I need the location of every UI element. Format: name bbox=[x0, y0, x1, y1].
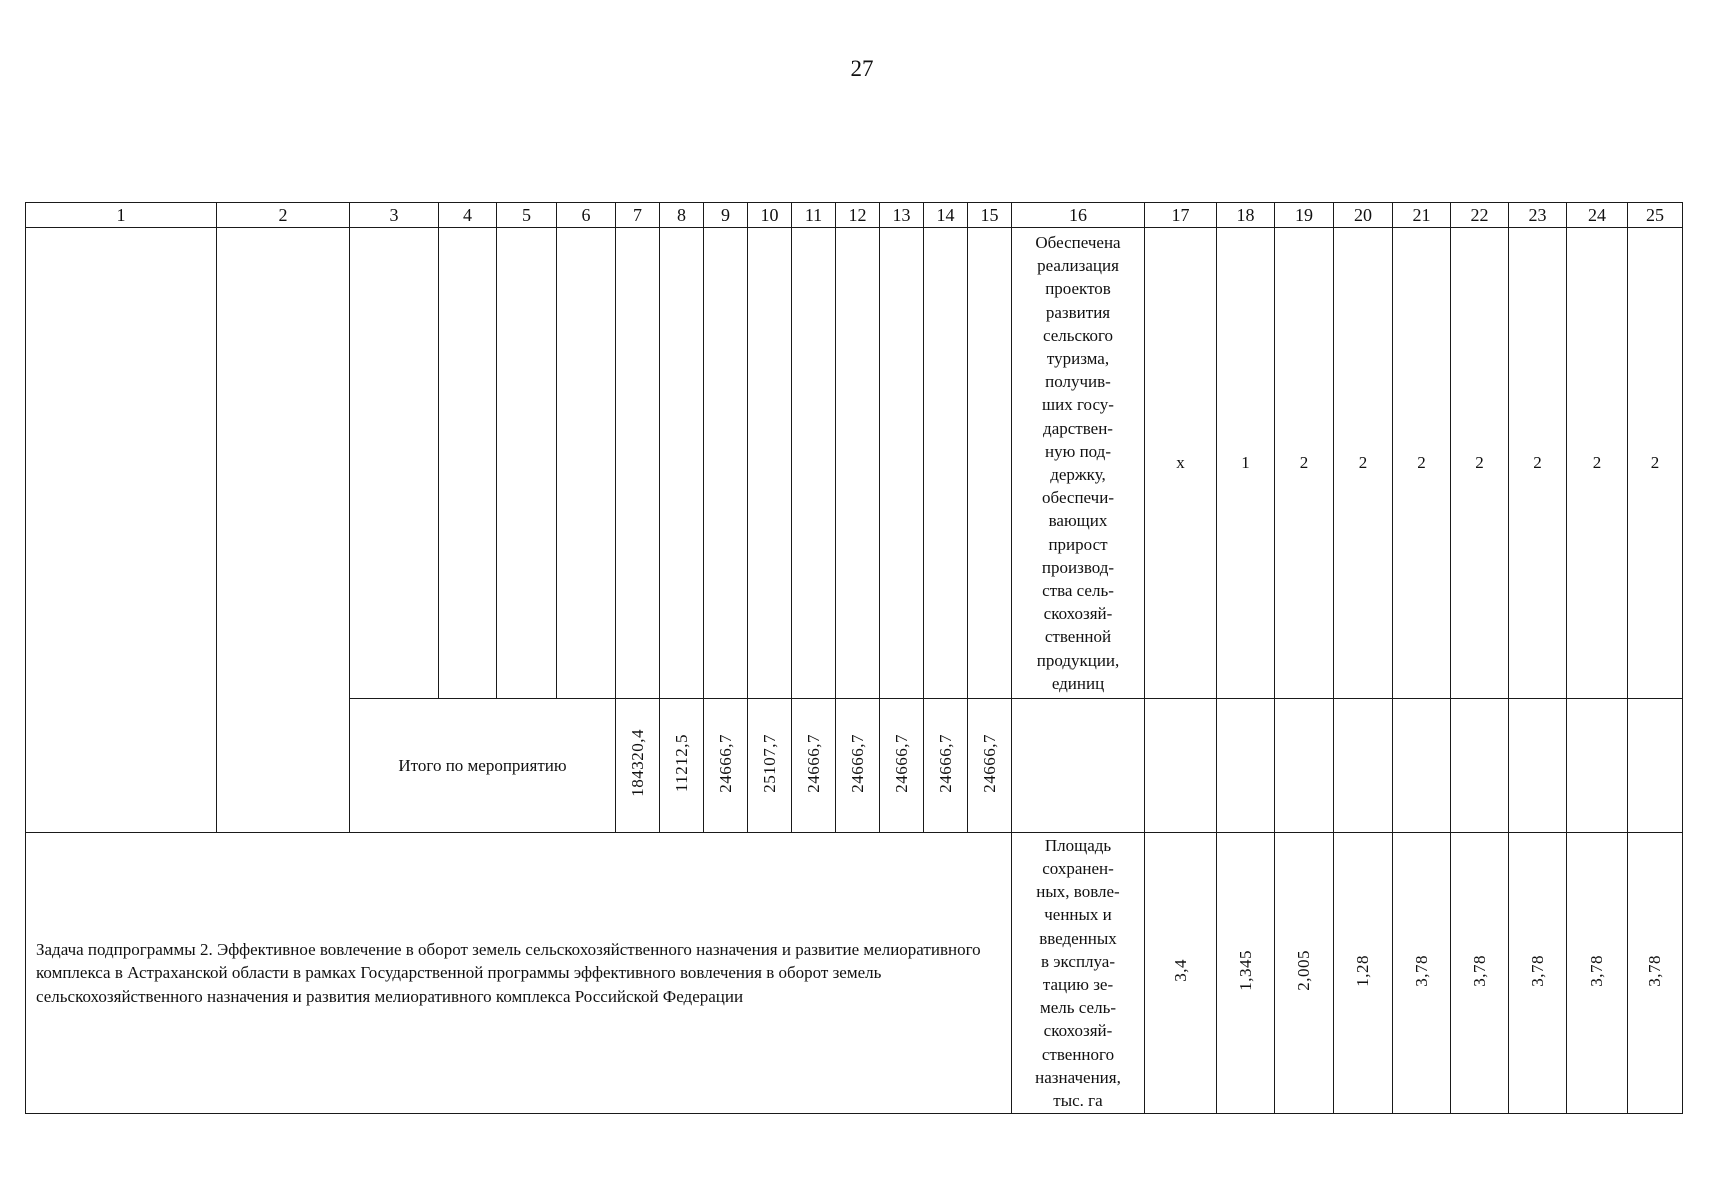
indicator-line: развития bbox=[1045, 302, 1111, 322]
empty-cell bbox=[26, 228, 217, 833]
column-number: 24 bbox=[1567, 203, 1628, 228]
total-value-cell bbox=[968, 699, 1012, 833]
page-number: 27 bbox=[850, 56, 874, 81]
total-value: 184320,4 bbox=[627, 729, 647, 797]
total-value: 24666,7 bbox=[847, 733, 867, 793]
empty-cell bbox=[924, 228, 968, 699]
column-number: 14 bbox=[924, 203, 968, 228]
indicator-value-cell bbox=[1145, 833, 1217, 1114]
indicator-value: 3,78 bbox=[1469, 954, 1489, 987]
total-value-cell bbox=[924, 699, 968, 833]
empty-cell bbox=[704, 228, 748, 699]
column-number: 7 bbox=[616, 203, 660, 228]
indicator-line: ших госу- bbox=[1042, 395, 1114, 415]
column-number: 15 bbox=[968, 203, 1012, 228]
indicator-line: мель сель- bbox=[1040, 998, 1116, 1018]
total-value-cell bbox=[836, 699, 880, 833]
empty-cell bbox=[1217, 699, 1275, 833]
indicator-line: скохозяй- bbox=[1043, 604, 1113, 624]
indicator-line: проектов bbox=[1045, 279, 1111, 299]
column-number: 17 bbox=[1145, 203, 1217, 228]
indicator-line: ственной bbox=[1044, 627, 1112, 647]
column-number: 10 bbox=[748, 203, 792, 228]
indicator-value: 2,005 bbox=[1294, 950, 1313, 991]
indicator-value: 2 bbox=[1451, 228, 1509, 699]
column-number: 21 bbox=[1393, 203, 1451, 228]
total-value-cell bbox=[748, 699, 792, 833]
column-number: 8 bbox=[660, 203, 704, 228]
indicator-value-cell bbox=[1393, 833, 1451, 1114]
total-value-cell bbox=[704, 699, 748, 833]
indicator-line: обеспечи- bbox=[1042, 488, 1114, 508]
indicator-value: 3,4 bbox=[1170, 959, 1190, 982]
indicator-value-cell bbox=[1275, 833, 1334, 1114]
total-value: 24666,7 bbox=[935, 733, 955, 793]
indicator-line: вающих bbox=[1048, 511, 1108, 531]
indicator-line: ную под- bbox=[1045, 441, 1111, 461]
indicator-line: ственного bbox=[1041, 1044, 1115, 1064]
indicator-value-cell bbox=[1628, 833, 1683, 1114]
empty-cell bbox=[217, 228, 350, 833]
indicator-line: Обеспечена bbox=[1035, 232, 1121, 252]
indicator-value: 1,345 bbox=[1235, 950, 1255, 991]
indicator-value-cell bbox=[1217, 833, 1275, 1114]
total-value: 11212,5 bbox=[671, 733, 691, 793]
indicator-value: 1,28 bbox=[1353, 954, 1372, 987]
land-indicator-description bbox=[1012, 833, 1145, 1114]
empty-cell bbox=[836, 228, 880, 699]
empty-cell bbox=[880, 228, 924, 699]
indicator-line: держку, bbox=[1050, 465, 1106, 484]
indicator-line: введенных bbox=[1039, 928, 1117, 948]
indicator-line: продукции, bbox=[1036, 650, 1120, 670]
indicator-line: производ- bbox=[1041, 557, 1115, 577]
indicator-value: 3,78 bbox=[1411, 954, 1431, 987]
empty-cell bbox=[616, 228, 660, 699]
indicator-line: единиц bbox=[1051, 673, 1105, 693]
indicator-value: 2 bbox=[1275, 228, 1334, 699]
empty-cell bbox=[350, 228, 439, 699]
indicator-line: скохозяй- bbox=[1043, 1021, 1113, 1041]
empty-cell bbox=[1393, 699, 1451, 833]
empty-cell bbox=[1334, 699, 1393, 833]
indicator-value: 2 bbox=[1567, 228, 1628, 699]
indicator-line: ства сель- bbox=[1042, 581, 1114, 601]
total-value-cell bbox=[660, 699, 704, 833]
empty-cell bbox=[439, 228, 497, 699]
column-number: 23 bbox=[1509, 203, 1567, 228]
indicator-value: 2 bbox=[1334, 228, 1393, 699]
indicator-line: туризма, bbox=[1046, 348, 1110, 368]
column-number: 19 bbox=[1275, 203, 1334, 228]
indicator-line: тацию зе- bbox=[1042, 975, 1114, 994]
indicator-value: 1 bbox=[1217, 228, 1275, 699]
empty-cell bbox=[748, 228, 792, 699]
column-number: 1 bbox=[26, 203, 217, 228]
indicator-line: ных, вовле- bbox=[1036, 882, 1120, 902]
total-value: 24666,7 bbox=[715, 733, 735, 793]
column-number: 9 bbox=[704, 203, 748, 228]
column-number: 22 bbox=[1451, 203, 1509, 228]
empty-cell bbox=[1509, 699, 1567, 833]
total-value-cell bbox=[616, 699, 660, 833]
empty-cell bbox=[1012, 699, 1145, 833]
indicator-line: тыс. га bbox=[1053, 1091, 1103, 1111]
indicator-value: 2 bbox=[1393, 228, 1451, 699]
indicator-value: 3,78 bbox=[1587, 954, 1606, 987]
indicator-value: 3,78 bbox=[1527, 954, 1547, 987]
indicator-line: реализация bbox=[1037, 256, 1119, 276]
column-number: 20 bbox=[1334, 203, 1393, 228]
indicator-line: сохранен- bbox=[1042, 858, 1114, 878]
column-number: 4 bbox=[439, 203, 497, 228]
column-number: 12 bbox=[836, 203, 880, 228]
empty-cell bbox=[1567, 699, 1628, 833]
total-value: 25107,7 bbox=[759, 733, 779, 793]
indicator-line: ченных и bbox=[1044, 905, 1112, 925]
empty-cell bbox=[557, 228, 616, 699]
indicator-line: дарствен- bbox=[1043, 418, 1113, 438]
indicator-value: 2 bbox=[1628, 228, 1683, 699]
column-number: 5 bbox=[497, 203, 557, 228]
total-value: 24666,7 bbox=[891, 733, 911, 793]
indicator-value: 3,78 bbox=[1645, 954, 1664, 987]
column-number: 3 bbox=[350, 203, 439, 228]
program-table bbox=[25, 202, 1683, 1114]
indicator-line: назначения, bbox=[1035, 1067, 1121, 1087]
empty-cell bbox=[1145, 699, 1217, 833]
indicator-value: 2 bbox=[1509, 228, 1567, 699]
column-number: 2 bbox=[217, 203, 350, 228]
column-number: 6 bbox=[557, 203, 616, 228]
tourism-indicator-description bbox=[1012, 228, 1145, 699]
empty-cell bbox=[1451, 699, 1509, 833]
column-number-row bbox=[26, 203, 1683, 228]
column-number: 18 bbox=[1217, 203, 1275, 228]
tourism-indicator-row bbox=[26, 228, 1683, 699]
total-label: Итого по мероприятию bbox=[350, 699, 616, 833]
indicator-value-cell bbox=[1509, 833, 1567, 1114]
total-value: 24666,7 bbox=[803, 733, 823, 793]
empty-cell bbox=[497, 228, 557, 699]
indicator-line: в эксплуа- bbox=[1040, 951, 1116, 971]
indicator-value-cell bbox=[1451, 833, 1509, 1114]
empty-cell bbox=[660, 228, 704, 699]
column-number: 13 bbox=[880, 203, 924, 228]
indicator-value-cell bbox=[1567, 833, 1628, 1114]
task-row bbox=[26, 833, 1683, 1114]
indicator-line: получив- bbox=[1045, 372, 1111, 392]
total-value-cell bbox=[792, 699, 836, 833]
total-value: 24666,7 bbox=[979, 733, 999, 793]
empty-cell bbox=[1628, 699, 1683, 833]
total-value-cell bbox=[880, 699, 924, 833]
indicator-line: прирост bbox=[1048, 534, 1108, 554]
empty-cell bbox=[1275, 699, 1334, 833]
column-number: 25 bbox=[1628, 203, 1683, 228]
indicator-line: Площадь bbox=[1044, 835, 1112, 855]
indicator-line: сельского bbox=[1042, 325, 1114, 345]
empty-cell bbox=[792, 228, 836, 699]
indicator-value: x bbox=[1145, 228, 1217, 699]
empty-cell bbox=[968, 228, 1012, 699]
task-description: Задача подпрограммы 2. Эффективное вовлечение в оборот земель сельскохозяйственного назначения и развитие мелиоративного комплекса в Астраханской области в рамках Государственной программы эффективного вовлечения в оборот земель сельскохозяйственного назначения и развития мелиоративного комплекса Российской Федерации bbox=[26, 833, 1012, 1114]
column-number: 11 bbox=[792, 203, 836, 228]
indicator-value-cell bbox=[1334, 833, 1393, 1114]
column-number: 16 bbox=[1012, 203, 1145, 228]
